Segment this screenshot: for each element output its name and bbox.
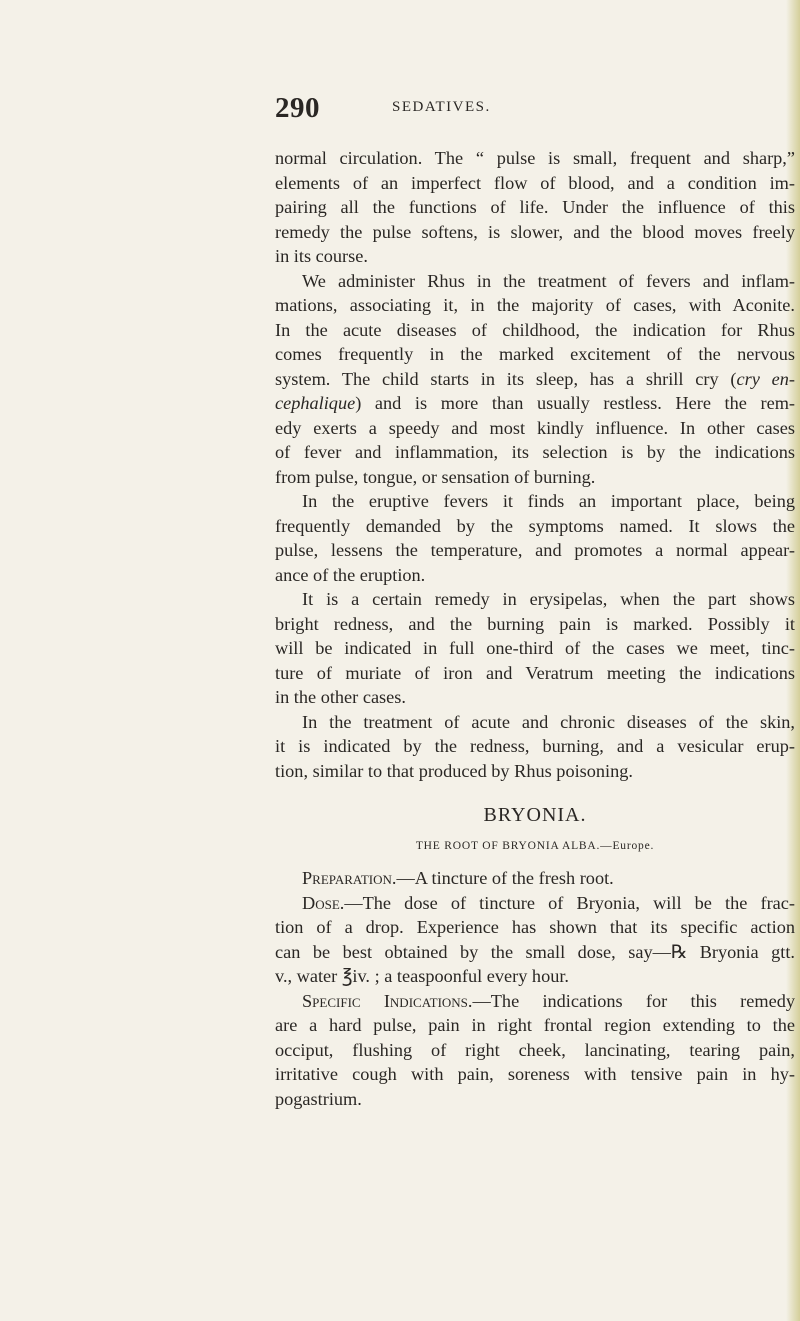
text-line: bright redness, and the burning pain is marked. Possibly it <box>275 613 795 634</box>
paragraph-label: Specific Indications. <box>302 990 473 1011</box>
text-line: ture of muriate of iron and Veratrum meeting the indications <box>275 662 795 683</box>
text-line: tion of a drop. Experience has shown that its specific action <box>275 917 795 937</box>
running-head: SEDATIVES. <box>392 99 491 115</box>
section-title: BRYONIA. <box>483 804 587 826</box>
paragraph-label: Preparation. <box>302 868 397 888</box>
text-line: cephalique) and is more than usually restless. Here the rem- <box>275 393 795 413</box>
text-line: in the other cases. <box>275 687 406 707</box>
text-line: In the treatment of acute and chronic diseases of the skin, <box>302 711 795 732</box>
text-line: pairing all the functions of life. Under the influence of this <box>275 197 795 217</box>
paragraph-1 <box>275 146 795 269</box>
italic-phrase: cry en- <box>736 368 795 389</box>
text-line: tion, similar to that produced by Rhus poisoning. <box>275 760 633 781</box>
text-line: remedy the pulse softens, is slower, and the blood moves freely <box>275 221 795 242</box>
text-line: it is indicated by the redness, burning, and a vesicular erup- <box>275 736 795 756</box>
text-line: irritative cough with pain, soreness with tensive pain in hy- <box>275 1064 795 1084</box>
text-line: system. The child starts in its sleep, has a shrill cry (cry en- <box>275 368 795 389</box>
section-subtitle: THE ROOT OF BRYONIA ALBA.—Europe. <box>415 840 655 852</box>
text-line: in its course. <box>275 246 368 266</box>
text-run: —The dose of tincture of Bryonia, will be the frac- <box>344 892 795 913</box>
dose-paragraph <box>275 891 795 989</box>
text-line: In the acute diseases of childhood, the indication for Rhus <box>275 319 795 340</box>
text-line: pulse, lessens the temperature, and promotes a normal appear- <box>275 540 795 560</box>
paragraph-3 <box>275 489 795 587</box>
text-line: are a hard pulse, pain in right frontal region extending to the <box>275 1015 795 1035</box>
text-line: pogastrium. <box>275 1088 362 1109</box>
text-line <box>275 866 795 891</box>
text-line: edy exerts a speedy and most kindly influence. In other cases <box>275 417 795 438</box>
text-line: normal circulation. The “ pulse is small, frequent and sharp,” <box>275 148 795 168</box>
paragraph-2 <box>275 269 795 490</box>
text-line: We administer Rhus in the treatment of fevers and inflam- <box>302 270 795 291</box>
specific-indications-paragraph <box>275 989 795 1112</box>
text-line: frequently demanded by the symptoms named. It slows the <box>275 515 795 536</box>
paragraph-label: Dose. <box>302 892 345 913</box>
text-run: —The indications for this remedy <box>472 990 795 1011</box>
text-line: It is a certain remedy in erysipelas, when the part shows <box>302 589 795 609</box>
text-line: occiput, flushing of right cheek, lancinating, tearing pain, <box>275 1039 795 1060</box>
text-line: can be best obtained by the small dose, say—℞ Bryonia gtt. <box>275 941 795 962</box>
text-line <box>275 989 795 1014</box>
page-header <box>275 92 795 126</box>
text-line: elements of an imperfect flow of blood, and a condition im- <box>275 172 795 193</box>
paragraph-4 <box>275 587 795 710</box>
text-line: ance of the eruption. <box>275 564 426 585</box>
text-line <box>275 891 795 916</box>
page-body <box>275 146 795 1111</box>
preparation-paragraph <box>275 866 795 891</box>
text-run: —A tincture of the fresh root. <box>396 868 614 888</box>
text-line: of fever and inflammation, its selection is by the indications <box>275 442 795 462</box>
text-line: will be indicated in full one-third of the cases we meet, tinc- <box>275 638 795 658</box>
italic-phrase: cephalique <box>275 393 356 413</box>
text-line: v., water ℥iv. ; a teaspoonful every hour. <box>275 966 569 986</box>
text-line: from pulse, tongue, or sensation of burning. <box>275 466 596 487</box>
page-number: 290 <box>275 92 320 124</box>
text-line: comes frequently in the marked excitement of the nervous <box>275 344 795 364</box>
text-line: In the eruptive fevers it finds an important place, being <box>302 491 795 511</box>
paragraph-5 <box>275 710 795 784</box>
text-line: mations, associating it, in the majority of cases, with Aconite. <box>275 295 795 315</box>
